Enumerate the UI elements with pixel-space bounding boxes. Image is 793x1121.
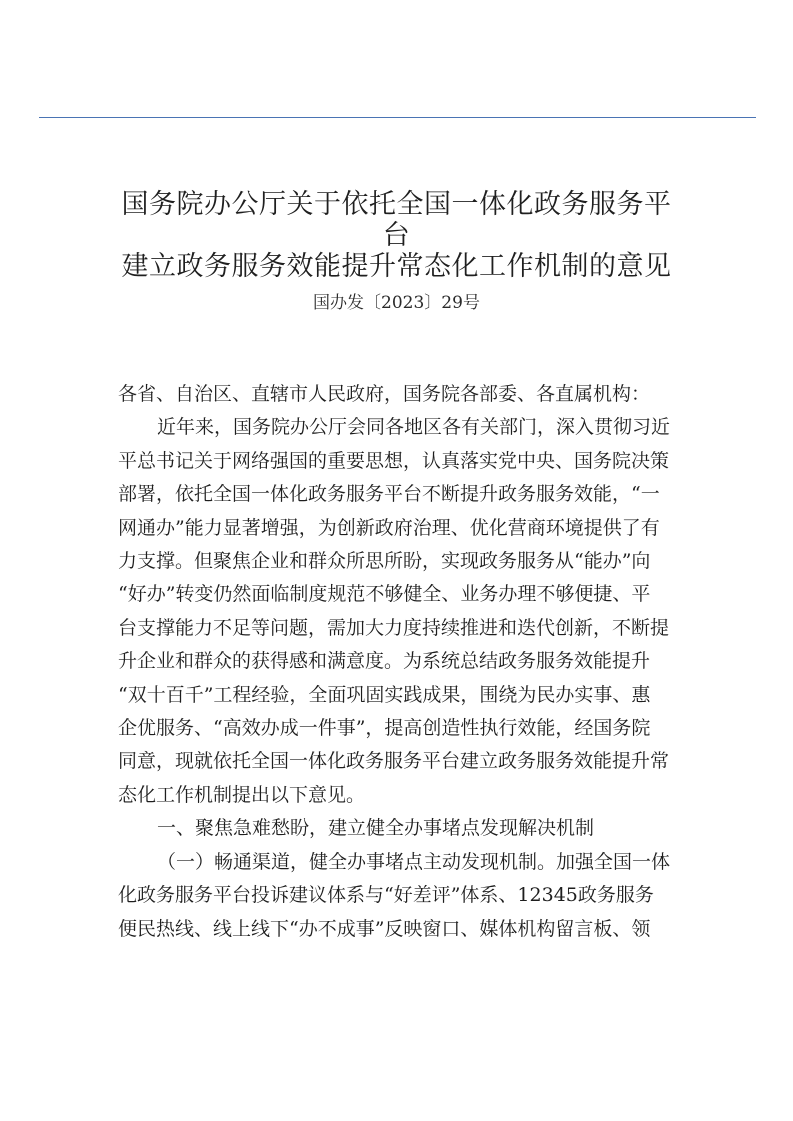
section-1-1-lead: （一）畅通渠道，健全办事堵点主动发现机制。 (157, 850, 557, 873)
header-rule (39, 117, 756, 118)
section-1-1-text: 加强全国一体 (556, 850, 671, 873)
document-title-line-3: 建立政务服务效能提升常态化工作机制的意见 (121, 251, 672, 282)
intro-line: 近年来，国务院办公厅会同各地区各有关部门，深入贯彻习近 (157, 416, 671, 439)
section-1-heading: 一、聚焦急难愁盼，建立健全办事堵点发现解决机制 (157, 817, 595, 840)
intro-line: 升企业和群众的获得感和满意度。为系统总结政务服务效能提升 (118, 650, 651, 673)
intro-line: 网通办”能力显著增强，为创新政府治理、优化营商环境提供了有 (118, 516, 660, 539)
section-1-1-line: 便民热线、线上线下“办不成事”反映窗口、媒体机构留言板、领 (118, 917, 651, 940)
section-1-1-line: 化政务服务平台投诉建议体系与“好差评”体系、12345政务服务 (118, 884, 654, 907)
document-number: 国办发〔2023〕29号 (313, 293, 480, 313)
document-title-line-1: 国务院办公厅关于依托全国一体化政务服务平 (121, 189, 672, 220)
section-1-1-paragraph (118, 846, 678, 946)
intro-line: 企优服务、“高效办成一件事”，提高创造性执行效能，经国务院 (118, 717, 651, 740)
salutation: 各省、自治区、直辖市人民政府，国务院各部委、各直属机构： (118, 383, 651, 405)
intro-line: 态化工作机制提出以下意见。 (118, 783, 366, 806)
intro-paragraph (118, 411, 678, 812)
document-title-line-2: 台 (382, 220, 411, 251)
intro-line: 力支撑。但聚焦企业和群众所思所盼，实现政务服务从“能办”向 (118, 550, 651, 573)
intro-line: 部署，依托全国一体化政务服务平台不断提升政务服务效能，“一 (118, 483, 660, 506)
intro-line: “双十百千”工程经验，全面巩固实践成果，围绕为民办实事、惠 (118, 683, 651, 706)
intro-line: 同意，现就依托全国一体化政务服务平台建立政务服务效能提升常 (118, 750, 670, 773)
section-1-1-first-line (118, 846, 678, 879)
intro-line: “好办”转变仍然面临制度规范不够健全、业务办理不够便捷、平 (118, 583, 651, 606)
intro-line: 平总书记关于网络强国的重要思想，认真落实党中央、国务院决策 (118, 449, 670, 472)
document-body (118, 378, 678, 946)
document-title-block (100, 188, 693, 314)
intro-line: 台支撑能力不足等问题，需加大力度持续推进和迭代创新，不断提 (118, 616, 670, 639)
